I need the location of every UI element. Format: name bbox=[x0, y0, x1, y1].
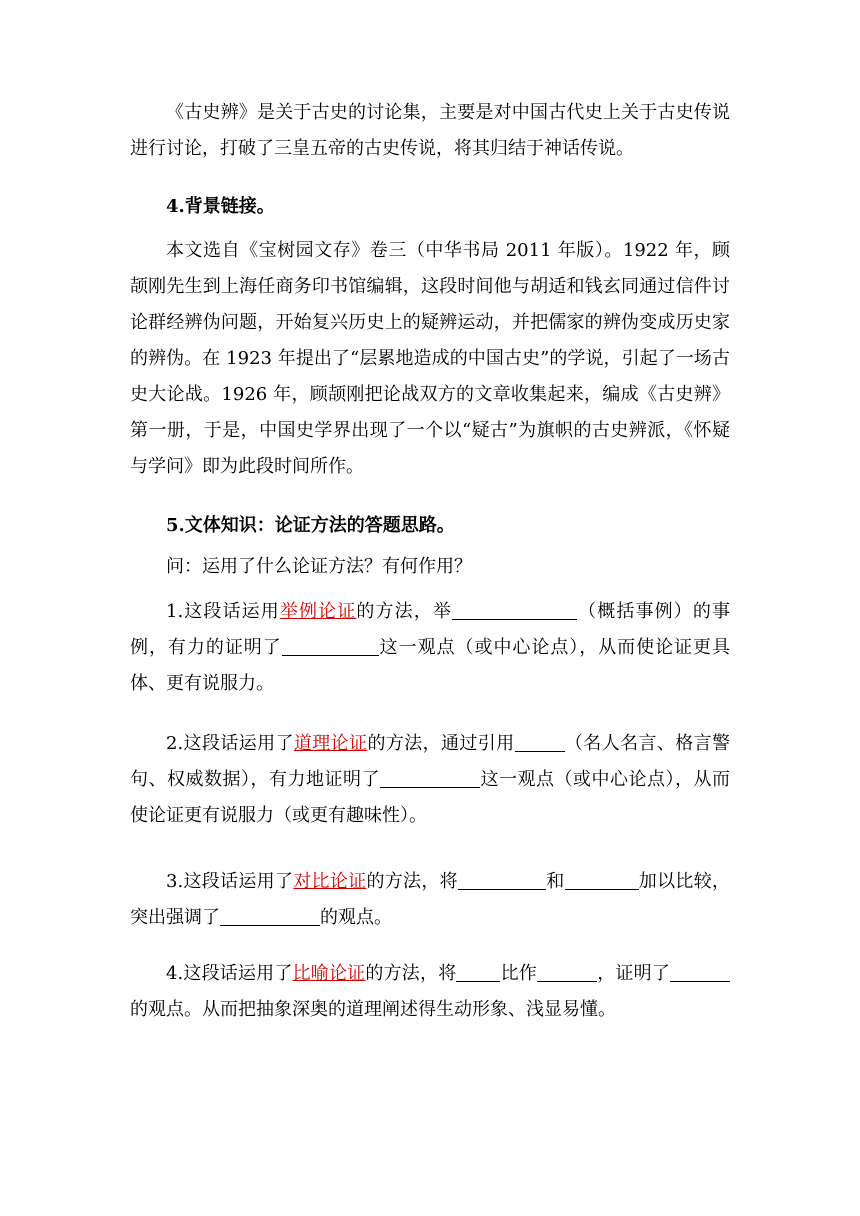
item-1-text-c: （概括事例）的事例，有力的证明了 bbox=[130, 601, 731, 658]
blank-field[interactable] bbox=[456, 961, 500, 982]
blank-field[interactable] bbox=[537, 961, 597, 982]
item-3-text-a: 3.这段话运用了 bbox=[166, 871, 294, 892]
item-1-paragraph bbox=[130, 594, 730, 702]
item-2-text-d: 这一观点（或中心论点），从而使论证更有说服力（或更有趣味性）。 bbox=[130, 769, 730, 826]
item-2-term: 道理论证 bbox=[293, 733, 368, 754]
item-1-text-b: 的方法，举 bbox=[356, 601, 453, 622]
question-line: 问：运用了什么论证方法？有何作用？ bbox=[166, 556, 472, 577]
item-1-text-a: 1.这段话运用 bbox=[166, 601, 280, 622]
item-2-text-a: 2.这段话运用了 bbox=[166, 733, 294, 754]
item-4-text-d: ，证明了 bbox=[597, 963, 671, 984]
blank-field[interactable] bbox=[565, 869, 639, 890]
blank-field[interactable] bbox=[670, 961, 730, 982]
item-2-paragraph bbox=[130, 726, 730, 834]
intro-paragraph: 《古史辨》是关于古史的讨论集，主要是对中国古代史上关于古史传说进行讨论，打破了三皇五帝的古史传说，将其归结于神话传说。 bbox=[130, 102, 730, 159]
blank-field[interactable] bbox=[515, 731, 565, 752]
item-3-term: 对比论证 bbox=[293, 871, 367, 892]
item-3-paragraph bbox=[130, 864, 730, 936]
item-3-text-b: 的方法，将 bbox=[366, 871, 458, 892]
item-4-text-b: 的方法，将 bbox=[365, 963, 457, 984]
item-2-text-b: 的方法，通过引用 bbox=[367, 733, 515, 754]
item-3-text-e: 的观点。 bbox=[320, 907, 392, 928]
item-4-text-c: 比作 bbox=[500, 963, 538, 984]
item-1-text-d: 这一观点（或中心论点），从而使论证更具体、更有说服力。 bbox=[130, 637, 730, 694]
section-4-heading: 4.背景链接。 bbox=[166, 196, 275, 217]
blank-field[interactable] bbox=[220, 905, 320, 926]
item-1-term: 举例论证 bbox=[279, 601, 357, 622]
item-2-text-c: （名人名言、格言警句、权威数据），有力地证明了 bbox=[130, 733, 731, 790]
item-4-text-a: 4.这段话运用了 bbox=[166, 963, 293, 984]
item-4-text-e: 的观点。从而把抽象深奥的道理阐述得生动形象、浅显易懂。 bbox=[130, 999, 616, 1020]
blank-field[interactable] bbox=[282, 635, 379, 656]
item-3-text-c: 和 bbox=[545, 871, 565, 892]
section-5-heading: 5.文体知识：论证方法的答题思路。 bbox=[166, 515, 455, 536]
blank-field[interactable] bbox=[452, 599, 577, 620]
item-4-paragraph bbox=[130, 956, 730, 1028]
blank-field[interactable] bbox=[380, 767, 480, 788]
blank-field[interactable] bbox=[458, 869, 546, 890]
background-paragraph: 本文选自《宝树园文存》卷三（中华书局 2011 年版）。1922 年，顾颉刚先生到上海任商务印书馆编辑，这段时间他与胡适和钱玄同通过信件讨论群经辨伪问题，开始复兴历史上的疑辨运动，并把儒家的辨伪变成历史家的辨伪。在 1923 年提出了“层累地造成的中国古史”的学说，引起了一场古史大论战。1926 年，顾颉刚把论战双方的文章收集起来，编成《古史辨》第一册，于是，中国史学界出现了一个以“疑古”为旗帜的古史辨派，《怀疑与学问》即为此段时间所作。 bbox=[130, 240, 730, 477]
item-4-term: 比喻论证 bbox=[292, 963, 366, 984]
item-3-text-d: 加以比较，突出强调了 bbox=[130, 871, 730, 928]
